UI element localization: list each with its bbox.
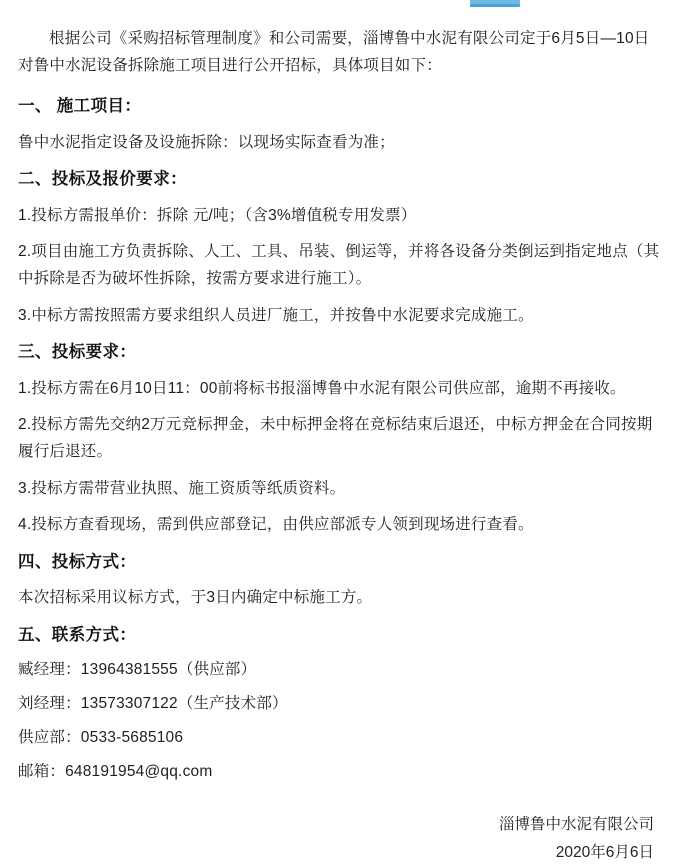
- section-heading: 三、投标要求：: [18, 343, 137, 362]
- section-heading: 二、投标及报价要求：: [18, 170, 187, 189]
- signature-company: 淄博鲁中水泥有限公司: [498, 815, 654, 833]
- section-bid-requirements: [18, 339, 662, 539]
- section-contact-information: [18, 622, 662, 785]
- section-line: 2.投标方需先交纳2万元竞标押金，未中标押金将在竞标结束后退还，中标方押金在合同按期履行后退还。: [18, 416, 653, 461]
- section-heading: 五、联系方式：: [18, 626, 137, 645]
- section-construction-items: [18, 93, 662, 156]
- contact-line: 刘经理：13573307122（生产技术部）: [18, 695, 288, 713]
- section-line: 鲁中水泥指定设备及设施拆除：以现场实际查看为准；: [18, 133, 395, 151]
- contact-line: 供应部：0533-5685106: [18, 729, 184, 747]
- signature-date: 2020年6月6日: [555, 844, 654, 862]
- section-bidding-method: [18, 549, 662, 612]
- section-line: 3.中标方需按照需方要求组织人员进厂施工，并按鲁中水泥要求完成施工。: [18, 306, 534, 324]
- section-line: 本次招标采用议标方式，于3日内确定中标施工方。: [18, 589, 373, 607]
- section-line: 4.投标方查看现场，需到供应部登记，由供应部派专人领到现场进行查看。: [18, 516, 534, 534]
- section-line: 1.投标方需在6月10日11：00前将标书报淄博鲁中水泥有限公司供应部，逾期不再接收。: [18, 379, 626, 397]
- section-line: 2.项目由施工方负责拆除、人工、工具、吊装、倒运等，并将各设备分类倒运到指定地点（其中拆除是否为破坏性拆除，按需方要求进行施工）。: [18, 243, 660, 288]
- contact-line: 臧经理：13964381555（供应部）: [18, 661, 257, 679]
- intro-paragraph: 根据公司《采购招标管理制度》和公司需要，淄博鲁中水泥有限公司定于6月5日—10日对鲁中水泥设备拆除施工项目进行公开招标，具体项目如下：: [18, 30, 650, 74]
- section-line: 3.投标方需带营业执照、施工资质等纸质资料。: [18, 479, 346, 497]
- signature-block: [18, 811, 662, 868]
- top-accent-strip: [0, 0, 678, 10]
- document-body: [18, 26, 662, 868]
- section-heading: 四、投标方式：: [18, 553, 137, 572]
- section-line: 1.投标方需报单价：拆除 元/吨；（含3%增值税专用发票）: [18, 206, 417, 224]
- section-bid-and-quote-requirements: [18, 166, 662, 329]
- contact-email-line: 邮箱：648191954@qq.com: [18, 762, 213, 780]
- section-heading: 一、 施工项目：: [18, 97, 142, 116]
- accent-bar: [470, 4, 520, 7]
